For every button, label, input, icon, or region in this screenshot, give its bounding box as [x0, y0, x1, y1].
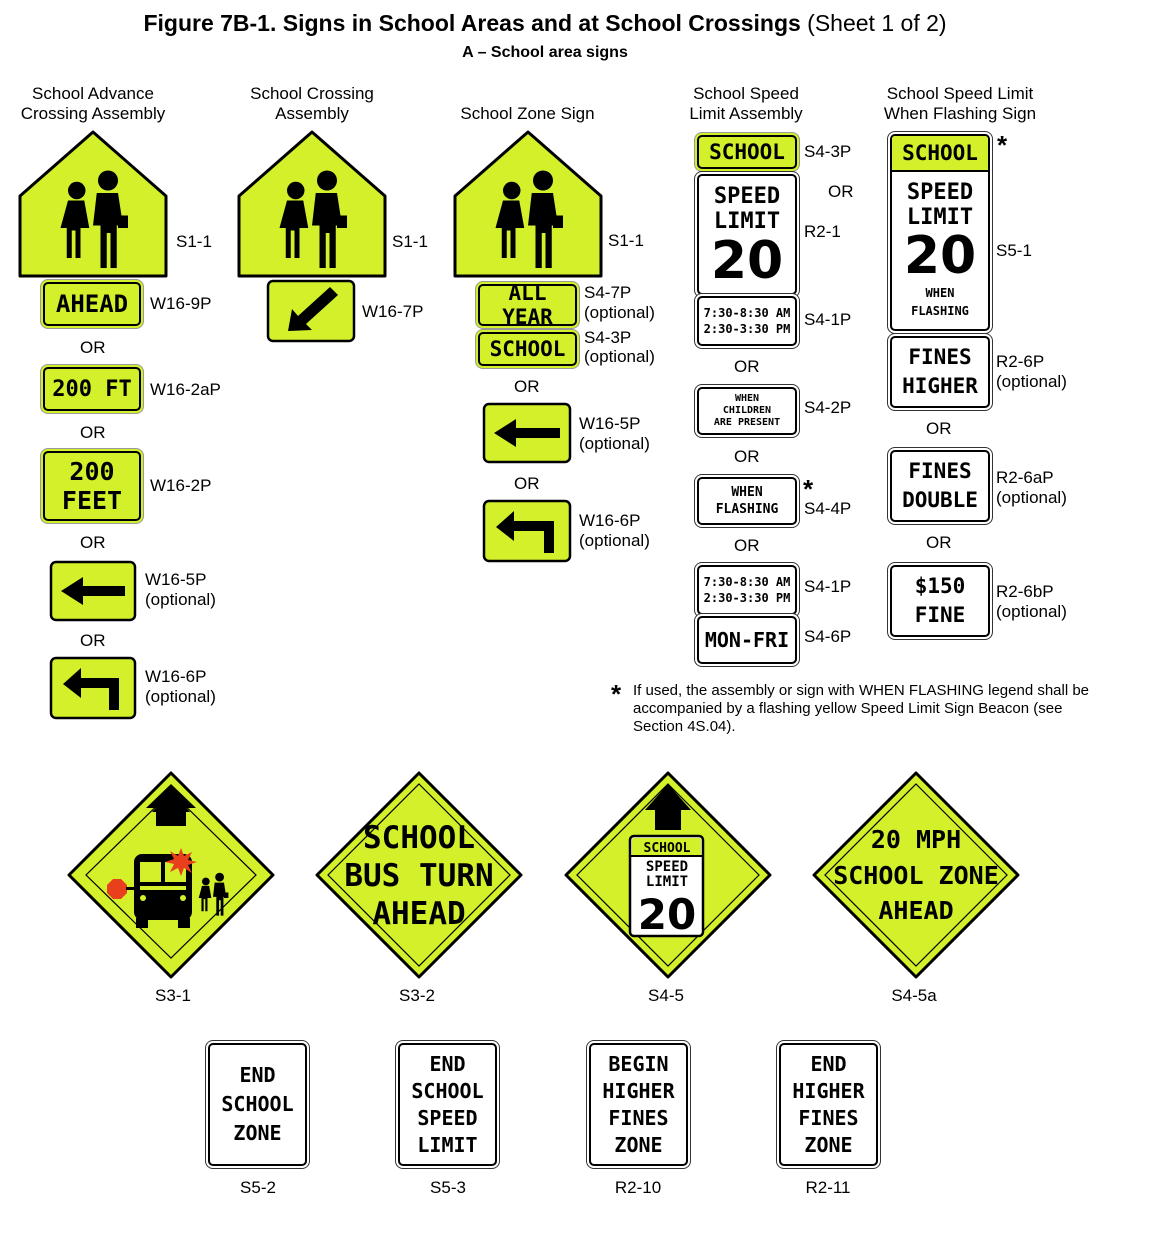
sign-text: LIMIT	[645, 874, 689, 890]
code-label: W16-9P	[150, 294, 212, 313]
diagonal-arrow-plaque	[266, 279, 356, 343]
school-crossing-pentagon-sign	[235, 128, 389, 280]
sign-text: AHEAD	[372, 896, 466, 932]
figure-title: Figure 7B-1. Signs in School Areas and at School Crossings (Sheet 1 of 2)	[143, 10, 947, 36]
optional-label: (optional)	[996, 372, 1067, 391]
column-header-school-zone: School Zone Sign	[460, 104, 595, 123]
code-label: W16-6P	[579, 511, 641, 530]
left-arrow-plaque	[49, 560, 137, 622]
or-label: OR	[734, 447, 760, 466]
school-hours-plaque: 7:30-8:30 AM 2:30-3:30 PM	[697, 296, 797, 346]
school-zone-pentagon-sign	[451, 128, 605, 280]
code-label: R2-11	[805, 1178, 851, 1197]
sign-text: 20	[637, 890, 697, 939]
code-label: S4-1P	[804, 310, 852, 329]
speed-limit-20-sign: SPEED LIMIT 20	[697, 174, 797, 295]
code-label: W16-7P	[362, 302, 424, 321]
code-label: R2-6P	[996, 352, 1045, 371]
end-school-speed-limit-sign: END SCHOOL SPEED LIMIT	[398, 1043, 497, 1166]
or-label: OR	[80, 338, 106, 357]
sign-text: SPEED	[645, 859, 689, 875]
ahead-plaque: AHEAD	[43, 282, 141, 326]
or-label: OR	[514, 474, 540, 493]
turn-arrow-plaque	[49, 656, 137, 720]
optional-label: (optional)	[145, 687, 216, 706]
asterisk-icon: *	[611, 679, 622, 709]
code-label: S1-1	[608, 231, 644, 250]
optional-label: (optional)	[579, 434, 650, 453]
or-label: OR	[80, 631, 106, 650]
school-plaque: SCHOOL	[478, 332, 577, 366]
footnote: If used, the assembly or sign with WHEN FLASHING legend shall be accompanied by a flashing yellow Speed Limit Sign Beacon (see Section 4S.04).	[633, 682, 1090, 735]
code-label: W16-2P	[150, 476, 212, 495]
sign-text: BUS TURN	[344, 858, 494, 894]
sign-text: 20 MPH	[870, 825, 962, 854]
code-label: S4-7P	[584, 283, 632, 302]
asterisk-icon: *	[997, 130, 1008, 160]
optional-label: (optional)	[996, 602, 1067, 621]
end-higher-fines-zone-sign: END HIGHER FINES ZONE	[779, 1043, 878, 1166]
code-label: S3-1	[155, 986, 191, 1005]
or-label: OR	[514, 377, 540, 396]
left-arrow-plaque	[482, 402, 572, 464]
code-label: S1-1	[392, 232, 428, 251]
fine-150-plaque: $150 FINE	[890, 565, 990, 637]
column-header-when-flashing: School Speed Limit When Flashing Sign	[883, 84, 1037, 123]
code-label: R2-6aP	[996, 468, 1054, 487]
optional-label: (optional)	[579, 531, 650, 550]
code-label: W16-2aP	[150, 380, 221, 399]
or-label: OR	[828, 182, 854, 201]
when-children-present-plaque: WHEN CHILDREN ARE PRESENT	[697, 387, 797, 435]
reduced-school-speed-limit-ahead-sign	[563, 770, 773, 980]
figure-subtitle: A – School area signs	[462, 44, 628, 61]
code-label: S4-5	[648, 986, 684, 1005]
fines-higher-plaque: FINES HIGHER	[890, 336, 990, 408]
or-label: OR	[926, 533, 952, 552]
begin-higher-fines-zone-sign: BEGIN HIGHER FINES ZONE	[589, 1043, 688, 1166]
200-ft-plaque: 200 FT	[43, 367, 141, 411]
column-header-advance-crossing: School Advance Crossing Assembly	[20, 84, 166, 123]
asterisk-icon: *	[803, 474, 814, 504]
column-header-speed-limit-assembly: School Speed Limit Assembly	[689, 84, 803, 123]
optional-label: (optional)	[145, 590, 216, 609]
optional-label: (optional)	[996, 488, 1067, 507]
school-plaque: SCHOOL	[697, 135, 797, 169]
all-year-plaque: ALL YEAR	[478, 284, 577, 326]
code-label: S1-1	[176, 232, 212, 251]
sign-text: SCHOOL	[643, 841, 691, 856]
code-label: S5-1	[996, 241, 1032, 260]
column-header-school-crossing: School Crossing Assembly	[250, 84, 374, 123]
or-label: OR	[80, 423, 106, 442]
or-label: OR	[926, 419, 952, 438]
school-speed-limit-when-flashing-sign: SCHOOL SPEED LIMIT 20 WHEN FLASHING	[890, 134, 990, 331]
code-label: S5-2	[240, 1178, 276, 1197]
code-label: S4-2P	[804, 398, 852, 417]
code-label: S5-3	[430, 1178, 466, 1197]
code-label: W16-6P	[145, 667, 207, 686]
sign-text: AHEAD	[878, 896, 954, 925]
optional-label: (optional)	[584, 347, 655, 366]
code-label: S4-5a	[891, 986, 937, 1005]
200-feet-plaque: 200 FEET	[43, 451, 141, 521]
sign-text: SCHOOL ZONE	[833, 861, 999, 890]
code-label: S3-2	[399, 986, 435, 1005]
code-label: W16-5P	[145, 570, 207, 589]
school-bus-stop-ahead-sign	[66, 770, 276, 980]
school-crossing-pentagon-sign	[16, 128, 170, 280]
code-label: R2-1	[804, 222, 841, 241]
when-flashing-plaque: WHEN FLASHING	[697, 477, 797, 525]
turn-arrow-plaque	[482, 499, 572, 563]
or-label: OR	[734, 357, 760, 376]
fines-double-plaque: FINES DOUBLE	[890, 450, 990, 522]
code-label: S4-6P	[804, 627, 852, 646]
sign-text: SCHOOL	[363, 820, 475, 856]
code-label: S4-4P	[804, 499, 852, 518]
end-school-zone-sign: END SCHOOL ZONE	[208, 1043, 307, 1166]
school-bus-turn-ahead-sign	[314, 770, 524, 980]
code-label: R2-10	[614, 1178, 662, 1197]
school-hours-plaque: 7:30-8:30 AM 2:30-3:30 PM	[697, 565, 797, 615]
optional-label: (optional)	[584, 303, 655, 322]
code-label: S4-3P	[804, 142, 852, 161]
code-label: W16-5P	[579, 414, 641, 433]
or-label: OR	[80, 533, 106, 552]
or-label: OR	[734, 536, 760, 555]
20-mph-school-zone-ahead-sign	[811, 770, 1021, 980]
code-label: R2-6bP	[996, 582, 1054, 601]
code-label: S4-3P	[584, 328, 632, 347]
code-label: S4-1P	[804, 577, 852, 596]
mon-fri-plaque: MON-FRI	[697, 616, 797, 664]
